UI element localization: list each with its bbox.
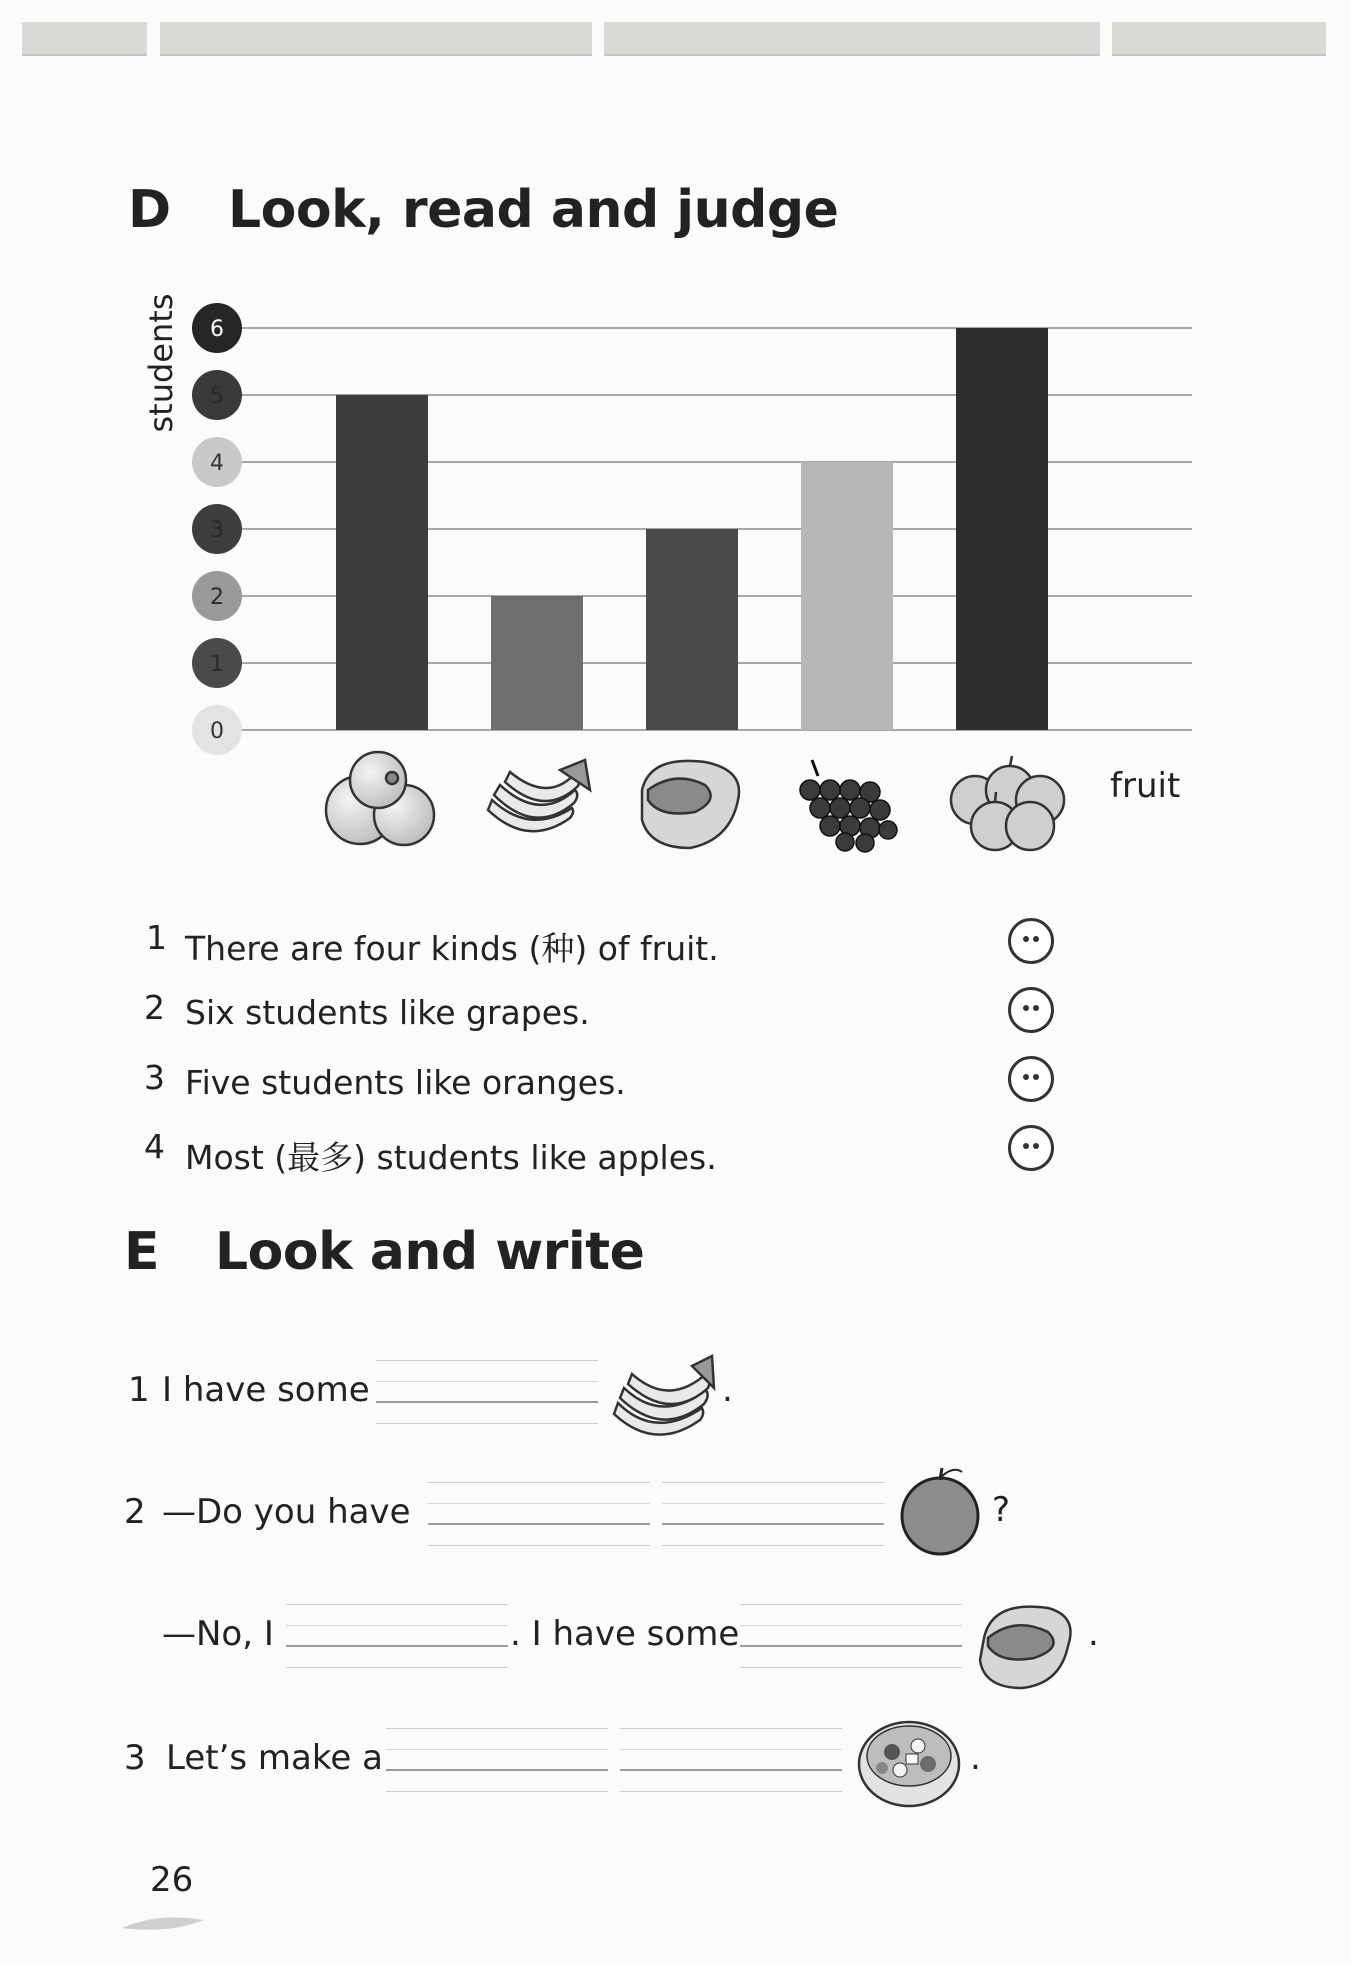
q2-text: —Do you have xyxy=(162,1492,411,1532)
q3-answer-line-2[interactable] xyxy=(620,1728,842,1792)
q3-end-punct: . xyxy=(970,1738,981,1778)
y-tick-label: 6 xyxy=(210,317,224,342)
y-tick-label: 0 xyxy=(210,719,224,744)
statement-1-number: 1 xyxy=(146,918,167,957)
q1-answer-line[interactable] xyxy=(376,1360,598,1424)
y-tick-label: 3 xyxy=(210,518,224,543)
q2-number: 2 xyxy=(124,1492,146,1532)
statement-3-number: 3 xyxy=(144,1058,165,1097)
statement-2-text: Six students like grapes. xyxy=(185,993,590,1032)
bar-grapes xyxy=(801,462,893,730)
answer-face-4[interactable] xyxy=(1008,1125,1054,1171)
q1-end-punct: . xyxy=(722,1370,733,1410)
q1-number: 1 xyxy=(128,1370,150,1410)
q2b-answer-line-1[interactable] xyxy=(286,1604,508,1668)
bananas-icon xyxy=(488,760,590,831)
mangoes-icon xyxy=(642,761,739,848)
answer-face-2[interactable] xyxy=(1008,987,1054,1033)
answer-face-3[interactable] xyxy=(1008,1056,1054,1102)
fruit-bar-chart xyxy=(0,0,1350,880)
fruit-salad-icon xyxy=(854,1712,964,1812)
oranges-icon xyxy=(326,752,434,845)
section-e-title: Look and write xyxy=(215,1222,645,1282)
q3-number: 3 xyxy=(124,1738,146,1778)
statement-1-text: There are four kinds (种) of fruit. xyxy=(185,929,719,968)
section-d-letter: D xyxy=(128,180,172,240)
q2b-answer-line-2[interactable] xyxy=(740,1604,962,1668)
q2b-text-2: . I have some xyxy=(510,1614,740,1654)
grapes-icon xyxy=(800,760,897,852)
page-corner-swoosh xyxy=(118,1908,208,1938)
q3-text: Let’s make a xyxy=(166,1738,383,1778)
q2-answer-line-2[interactable] xyxy=(662,1482,884,1546)
bar-bananas xyxy=(491,596,583,730)
x-axis-label: fruit xyxy=(1110,766,1181,806)
q2-answer-line-1[interactable] xyxy=(428,1482,650,1546)
y-tick-label: 4 xyxy=(210,451,224,476)
q1-text: I have some xyxy=(162,1370,370,1410)
section-e-letter: E xyxy=(124,1222,160,1282)
statement-2-number: 2 xyxy=(144,988,165,1027)
bar-mangoes xyxy=(646,529,738,730)
statement-4-text: Most (最多) students like apples. xyxy=(185,1138,717,1177)
y-tick-label: 2 xyxy=(210,585,224,610)
page-number: 26 xyxy=(150,1860,194,1900)
statement-3-text: Five students like oranges. xyxy=(185,1063,626,1102)
apples-icon xyxy=(951,756,1064,850)
y-tick-label: 1 xyxy=(210,652,224,677)
bananas-icon xyxy=(610,1348,720,1448)
answer-face-1[interactable] xyxy=(1008,918,1054,964)
bar-oranges xyxy=(336,395,428,730)
q2b-text-1: —No, I xyxy=(162,1614,274,1654)
statement-4-number: 4 xyxy=(144,1127,165,1166)
q2b-end-punct: . xyxy=(1088,1614,1099,1654)
y-axis-label: students xyxy=(142,293,180,433)
q2-end-punct: ? xyxy=(992,1490,1011,1530)
y-tick-label: 5 xyxy=(210,384,224,409)
apple-icon xyxy=(896,1462,986,1557)
section-d-title: Look, read and judge xyxy=(228,180,839,240)
bar-apples xyxy=(956,328,1048,730)
mangoes-icon xyxy=(970,1588,1080,1693)
q3-answer-line-1[interactable] xyxy=(386,1728,608,1792)
